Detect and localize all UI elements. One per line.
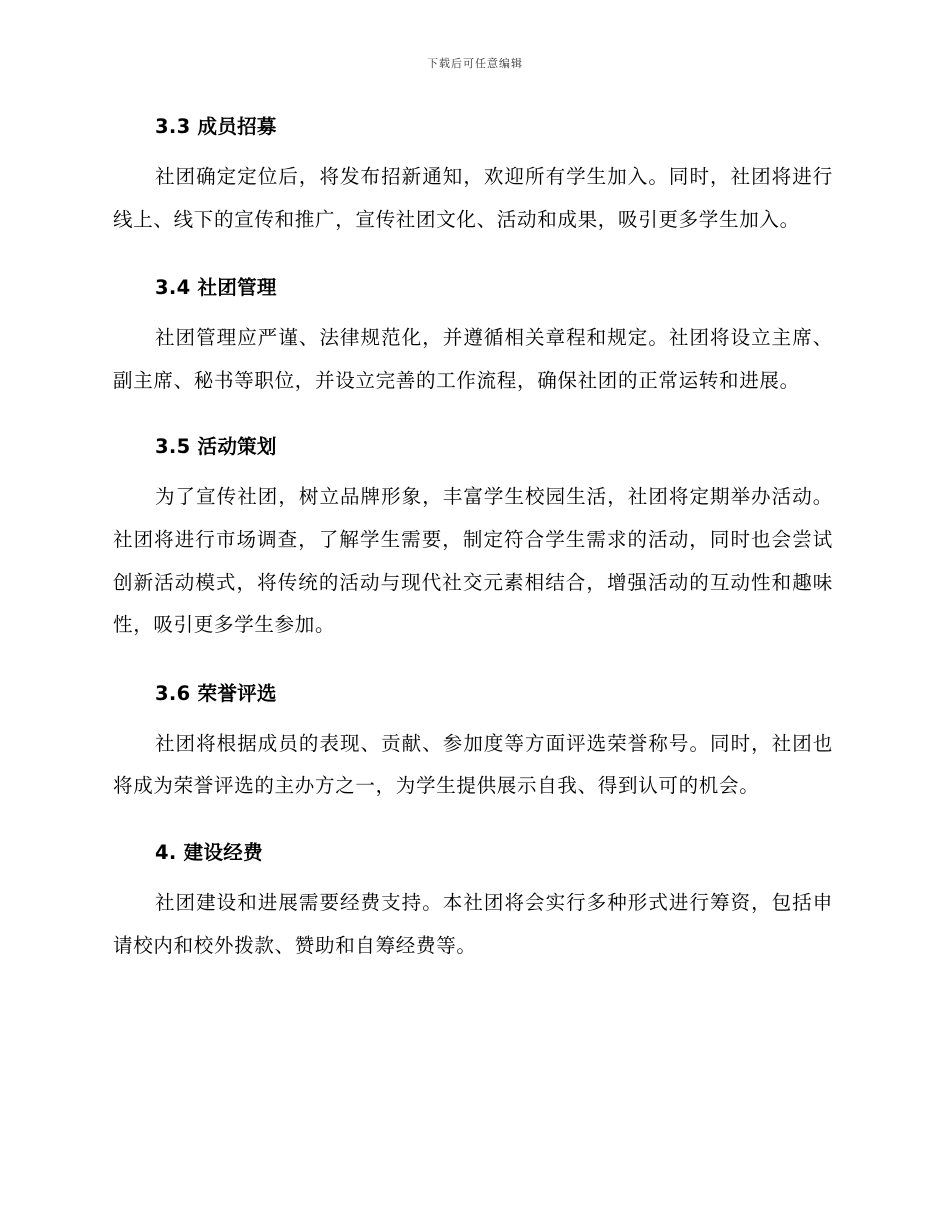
section-honor-selection (113, 675, 833, 808)
section-paragraph: 社团管理应严谨、法律规范化，并遵循相关章程和规定。社团将设立主席、副主席、秘书等职位，并设立完善的工作流程，确保社团的正常运转和进展。 (113, 326, 833, 392)
page-header-note: 下载后可任意编辑 (427, 57, 523, 70)
section-activity-planning (113, 428, 833, 646)
section-paragraph: 社团建设和进展需要经费支持。本社团将会实行多种形式进行筹资，包括申请校内和校外拨款、赞助和自筹经费等。 (113, 890, 833, 957)
section-heading: 4. 建设经费 (155, 840, 263, 864)
section-club-management (113, 269, 833, 402)
section-construction-funding (113, 834, 833, 967)
section-paragraph: 社团确定定位后，将发布招新通知，欢迎所有学生加入。同时，社团将进行线上、线下的宣传和推广，宣传社团文化、活动和成果，吸引更多学生加入。 (113, 165, 833, 231)
section-heading: 3.3 成员招募 (155, 115, 277, 138)
section-paragraph: 为了宣传社团，树立品牌形象，丰富学生校园生活，社团将定期举办活动。社团将进行市场调查，了解学生需要，制定符合学生需求的活动，同时也会尝试创新活动模式，将传统的活动与现代社交元素相结合，增强活动的互动性和趣味性，吸引更多学生参加。 (113, 485, 833, 637)
document-body (113, 108, 833, 995)
section-paragraph: 社团将根据成员的表现、贡献、参加度等方面评选荣誉称号。同时，社团也将成为荣誉评选的主办方之一，为学生提供展示自我、得到认可的机会。 (113, 731, 833, 798)
section-heading: 3.5 活动策划 (155, 435, 277, 459)
section-heading: 3.4 社团管理 (155, 276, 277, 300)
section-heading: 3.6 荣誉评选 (155, 681, 277, 705)
section-member-recruitment (113, 108, 833, 241)
